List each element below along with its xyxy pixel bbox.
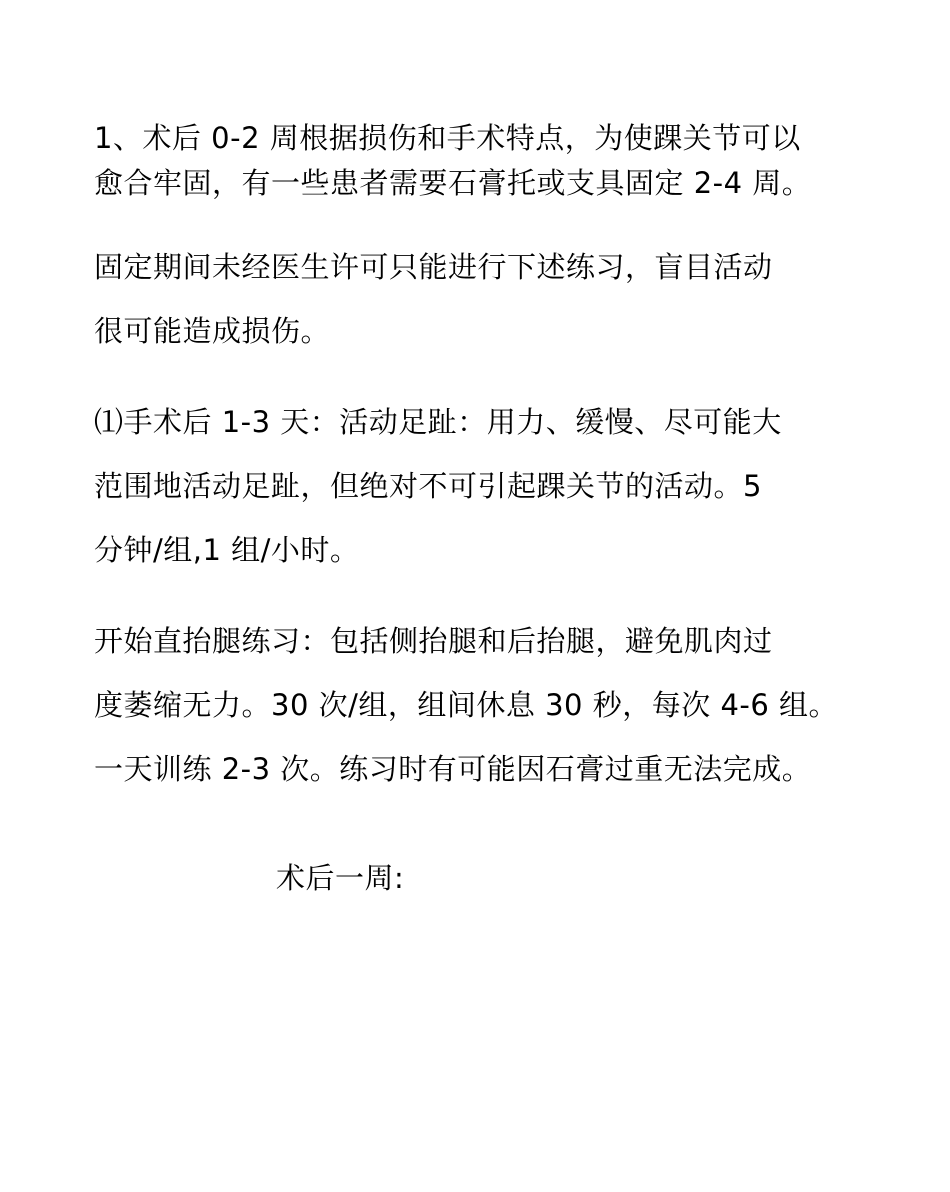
text-line-7: 分钟/组,1 组/小时。	[94, 533, 360, 567]
text-line-8: 开始直抬腿练习：包括侧抬腿和后抬腿，避免肌肉过	[94, 624, 773, 658]
section-heading: 术后一周:	[276, 861, 405, 895]
text-line-10: 一天训练 2-3 次。练习时有可能因石膏过重无法完成。	[94, 752, 812, 786]
text-line-5: ⑴手术后 1-3 天：活动足趾：用力、缓慢、尽可能大	[94, 405, 782, 439]
text-line-1: 1、术后 0-2 周根据损伤和手术特点，为使踝关节可以	[94, 121, 801, 155]
text-line-9: 度萎缩无力。30 次/组，组间休息 30 秒，每次 4-6 组。	[94, 688, 839, 722]
text-line-3: 固定期间未经医生许可只能进行下述练习，盲目活动	[94, 250, 773, 284]
text-line-2: 愈合牢固，有一些患者需要石膏托或支具固定 2-4 周。	[94, 166, 812, 200]
text-line-6: 范围地活动足趾，但绝对不可引起踝关节的活动。5	[94, 469, 762, 503]
text-line-4: 很可能造成损伤。	[94, 314, 331, 348]
